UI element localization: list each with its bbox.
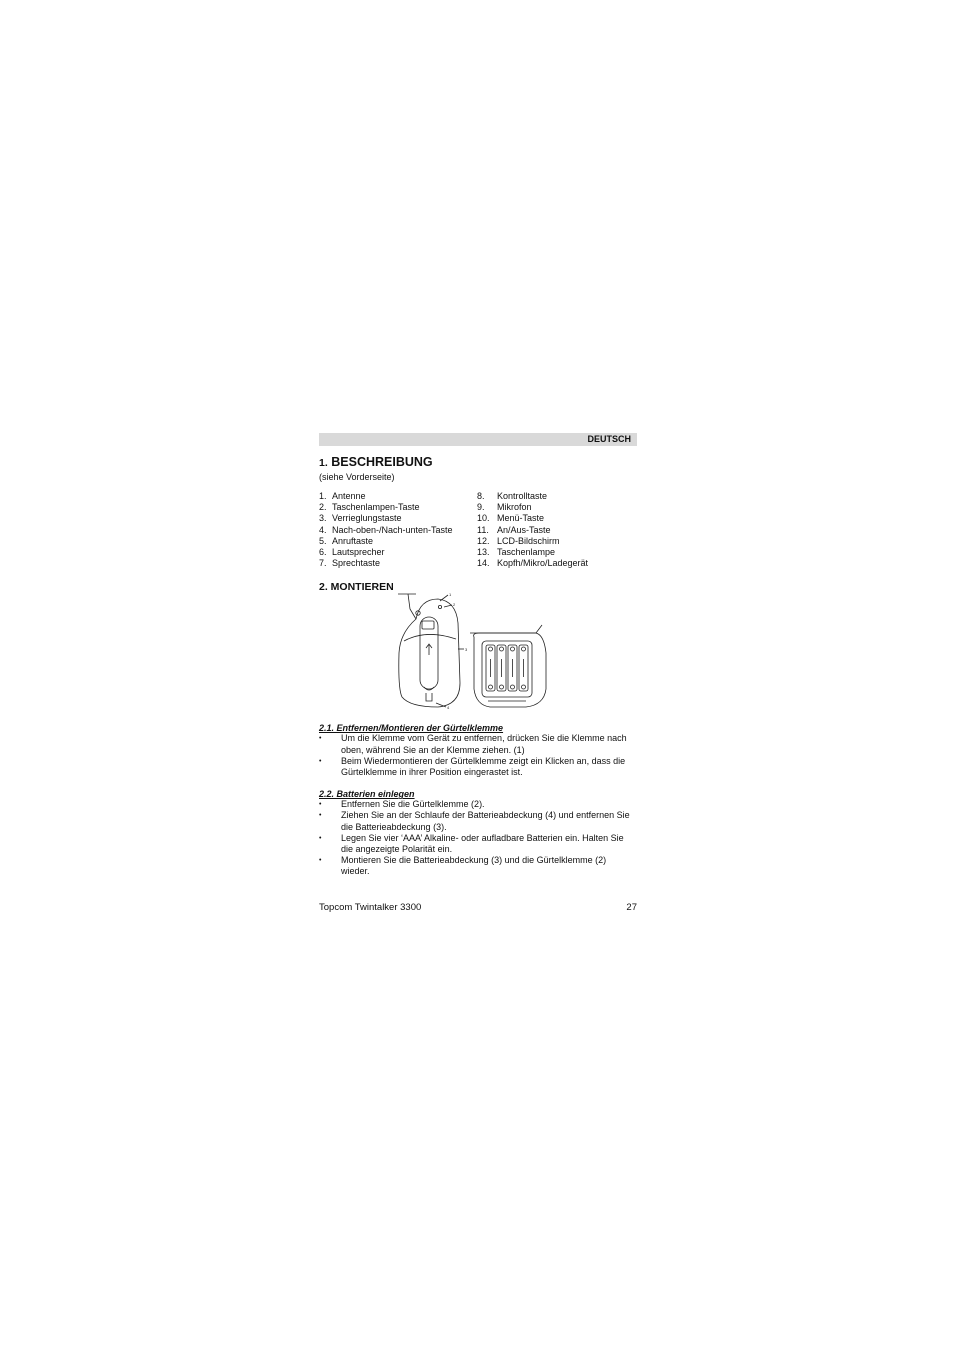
section-1-subtitle: (siehe Vorderseite): [319, 472, 395, 482]
section-1-number: 1.: [319, 457, 328, 469]
list-item: • Beim Wiedermontieren der Gürtelklemme zeigt ein Klicken an, dass die Gürtelklemme in ihrer Position eingerastet ist.: [319, 755, 626, 778]
part-item: 14. Kopfh/Mikro/Ladegerät: [477, 558, 589, 569]
part-item: 10. Menü-Taste: [477, 513, 545, 524]
part-item: 9. Mikrofon: [477, 502, 532, 513]
bullet-icon: •: [319, 757, 322, 765]
subsection-2-1-title: 2.1. Entfernen/Montieren der Gürtelklemme: [319, 723, 504, 734]
manual-page: [319, 433, 637, 878]
part-item: 6. Lautsprecher: [319, 547, 385, 558]
subsection-2-2: [319, 789, 637, 877]
callout-1: 1: [449, 593, 452, 598]
part-item: 7. Sprechtaste: [319, 558, 381, 569]
bullet-icon: •: [319, 857, 322, 865]
bullet-icon: •: [319, 834, 322, 842]
footer-product: Topcom Twintalker 3300: [319, 902, 422, 913]
parts-column-left: [319, 491, 477, 569]
part-item: 5. Anruftaste: [319, 535, 374, 546]
parts-list: [319, 491, 637, 569]
callout-2: 2: [453, 602, 456, 608]
subsection-2-1: [319, 723, 637, 778]
part-item: 12. LCD-Bildschirm: [477, 535, 560, 546]
part-item: 3. Verrieglungstaste: [319, 513, 402, 524]
bullet-icon: •: [319, 735, 322, 743]
part-item: 13. Taschenlampe: [477, 547, 556, 558]
part-item: 4. Nach-oben-/Nach-unten-Taste: [319, 524, 453, 535]
bullet-icon: •: [319, 801, 322, 809]
callout-3: 3: [465, 647, 468, 653]
bullet-list: [319, 733, 637, 778]
list-item: • Ziehen Sie an der Schlaufe der Batterieabdeckung (4) und entfernen Sie die Batterieabdeckung (3).: [319, 810, 630, 832]
walkie-talkie-drawing: [396, 593, 556, 711]
section-1-title: BESCHREIBUNG: [331, 455, 433, 469]
list-item: • Entfernen Sie die Gürtelklemme (2).: [319, 799, 485, 810]
page-number: 27: [626, 902, 637, 913]
part-item: 11. An/Aus-Taste: [477, 524, 551, 535]
section-2-title: 2. MONTIEREN: [319, 581, 394, 594]
bullet-list: [319, 799, 637, 877]
bullet-icon: •: [319, 812, 322, 820]
callout-4: 4: [447, 705, 450, 711]
list-item: • Montieren Sie die Batterieabdeckung (3) und die Gürtelklemme (2) wieder.: [319, 855, 607, 877]
subsection-2-2-title: 2.2. Batterien einlegen: [319, 789, 415, 800]
part-item: 1. Antenne: [319, 491, 366, 501]
list-item: • Legen Sie vier ‘AAA’ Alkaline- oder aufladbare Batterien ein. Halten Sie die angezeigte Polarität ein.: [319, 832, 624, 855]
section-1-heading: [319, 455, 637, 469]
part-item: 2. Taschenlampen-Taste: [319, 502, 420, 513]
assembly-illustration: [319, 593, 637, 713]
list-item: • Um die Klemme vom Gerät zu entfernen, drücken Sie die Klemme nach oben, während Sie an der Klemme ziehen. (1): [319, 733, 627, 755]
page-footer: [319, 902, 637, 913]
parts-column-right: [477, 491, 588, 569]
language-header: DEUTSCH: [319, 433, 637, 446]
part-item: 8. Kontrolltaste: [477, 491, 548, 501]
